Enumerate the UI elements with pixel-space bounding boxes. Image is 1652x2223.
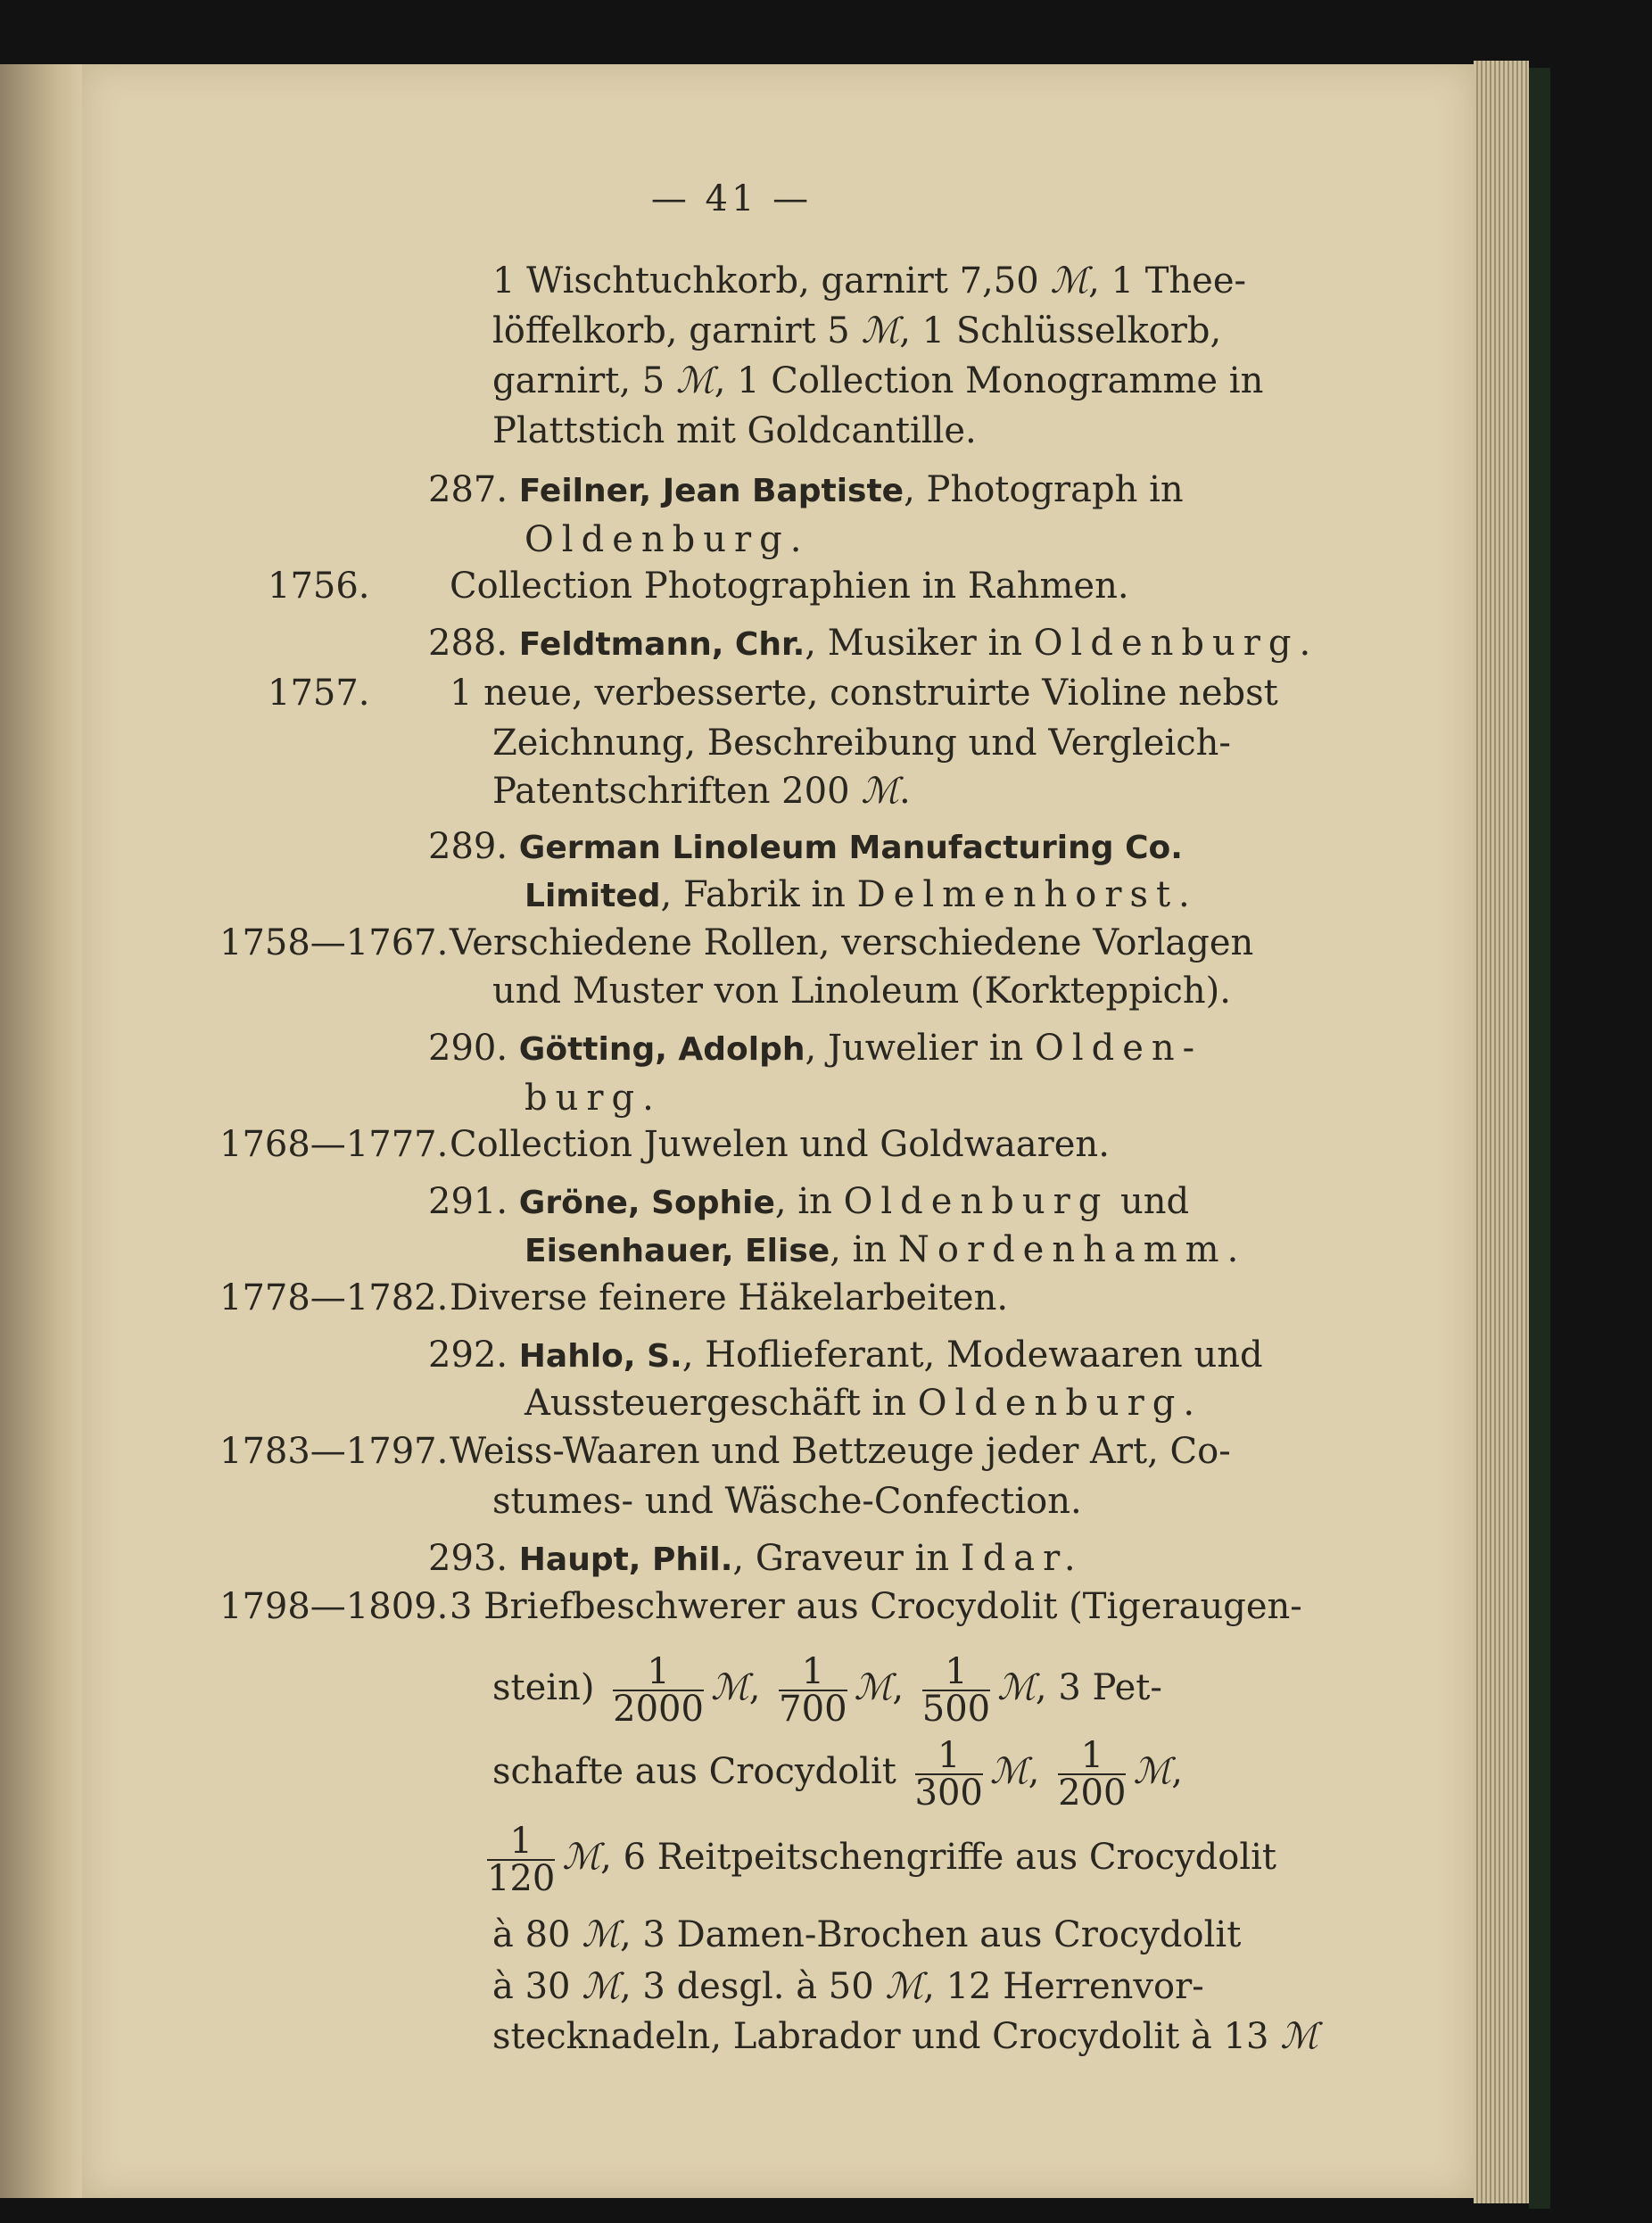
text-line: Patentschriften 200 ℳ. [492, 771, 911, 812]
fraction: $\frac{1}{120}$ [487, 1821, 556, 1899]
text-line: garnirt, 5 ℳ, 1 Collection Monogramme in [492, 360, 1264, 401]
mark-symbol: ℳ [675, 360, 714, 401]
catalog-number: 1756. [268, 566, 370, 607]
exhibitor-name: Gröne, Sophie [518, 1185, 775, 1221]
text-line: stumes- und Wäsche-Confection. [492, 1481, 1082, 1522]
fraction: $\frac{1}{300}$ [914, 1735, 983, 1814]
text-line: löffelkorb, garnirt 5 ℳ, 1 Schlüsselkorb, [492, 310, 1222, 351]
catalog-number: 1783—1797. [219, 1431, 449, 1472]
catalog-number: 1798—1809. [219, 1586, 449, 1627]
mark-symbol: ℳ [861, 771, 900, 812]
page-edges [1474, 61, 1529, 2203]
text-line: stein) $\frac{1}{2000}$ ℳ, $\frac{1}{700}$ ℳ, $\frac{1}{500}$ ℳ, 3 Pet- [492, 1651, 1162, 1730]
entry-heading: 291. Gröne, Sophie, in Oldenburg und [428, 1181, 1190, 1222]
text-line: Eisenhauer, Elise, in Nordenhamm. [525, 1229, 1247, 1270]
catalog-number: 1778—1782. [219, 1277, 449, 1318]
text-line: Zeichnung, Beschreibung und Vergleich- [492, 723, 1231, 764]
exhibitor-name: Feldtmann, Chr. [518, 626, 805, 663]
text-line: 1 neue, verbesserte, construirte Violine nebst [450, 673, 1278, 714]
entry-heading: 292. Hahlo, S., Hoflieferant, Modewaaren und [428, 1335, 1263, 1376]
text-line: Limited, Fabrik in Delmenhorst. [525, 874, 1198, 915]
exhibitor-name: Hahlo, S. [518, 1338, 682, 1375]
exhibitor-name: Limited [525, 878, 661, 914]
mark-symbol: ℳ [885, 1966, 924, 2007]
mark-symbol: ℳ [861, 310, 900, 351]
entry-heading: 290. Götting, Adolph, Juwelier in Olden- [428, 1028, 1203, 1069]
text-line: stecknadeln, Labrador und Crocydolit à 13 ℳ [492, 2016, 1318, 2057]
fraction: $\frac{1}{2000}$ [613, 1651, 704, 1730]
text-line: 1 Wischtuchkorb, garnirt 7,50 ℳ, 1 Thee- [492, 260, 1247, 302]
exhibitor-name: Götting, Adolph [518, 1031, 805, 1068]
mark-symbol: ℳ [854, 1667, 893, 1708]
scan-left-edge [0, 64, 82, 2198]
entry-heading: 289. German Linoleum Manufacturing Co. [428, 826, 1183, 867]
text-line: Aussteuergeschäft in Oldenburg. [525, 1383, 1203, 1424]
fraction: $\frac{1}{200}$ [1058, 1735, 1127, 1814]
mark-symbol: ℳ [1133, 1751, 1172, 1792]
fraction: $\frac{1}{500}$ [921, 1651, 991, 1730]
exhibitor-name: Eisenhauer, Elise [525, 1233, 830, 1269]
fraction: $\frac{1}{700}$ [779, 1651, 847, 1730]
text-line: 3 Briefbeschwerer aus Crocydolit (Tigeraugen- [450, 1586, 1302, 1627]
text-line: burg. [525, 1078, 662, 1119]
catalog-number: 1758—1767. [219, 922, 449, 963]
text-line: Plattstich mit Goldcantille. [492, 410, 977, 451]
page-number: — 41 — [650, 178, 813, 219]
mark-symbol: ℳ [989, 1751, 1028, 1792]
exhibitor-name: Feilner, Jean Baptiste [518, 473, 904, 509]
text-line: Oldenburg. [525, 519, 810, 560]
entry-heading: 288. Feldtmann, Chr., Musiker in Oldenburg. [428, 623, 1319, 664]
catalog-number: 1757. [268, 673, 370, 714]
text-line: à 80 ℳ, 3 Damen-Brochen aus Crocydolit [492, 1914, 1242, 1955]
mark-symbol: ℳ [997, 1667, 1036, 1708]
catalog-number: 1768—1777. [219, 1124, 449, 1165]
text-line: $\frac{1}{120}$ ℳ, 6 Reitpeitschengriffe aus Crocydolit [487, 1821, 1276, 1899]
text-line: schafte aus Crocydolit $\frac{1}{300}$ ℳ, $\frac{1}{200}$ ℳ, [492, 1735, 1183, 1814]
mark-symbol: ℳ [710, 1667, 749, 1708]
text-line: und Muster von Linoleum (Korkteppich). [492, 971, 1231, 1012]
text-line: Diverse feinere Häkelarbeiten. [450, 1277, 1009, 1318]
entry-heading: 293. Haupt, Phil., Graveur in Idar. [428, 1538, 1084, 1579]
exhibitor-name: Haupt, Phil. [518, 1541, 733, 1578]
entry-heading: 287. Feilner, Jean Baptiste, Photograph in [428, 469, 1184, 510]
mark-symbol: ℳ [582, 1914, 620, 1955]
mark-symbol: ℳ [1280, 2016, 1318, 2057]
text-line: à 30 ℳ, 3 desgl. à 50 ℳ, 12 Herrenvor- [492, 1966, 1204, 2007]
text-line: Verschiedene Rollen, verschiedene Vorlagen [450, 922, 1254, 963]
exhibitor-name: German Linoleum Manufacturing Co. [518, 830, 1183, 866]
mark-symbol: ℳ [562, 1837, 601, 1878]
book-binding [1529, 68, 1550, 2209]
mark-symbol: ℳ [1050, 260, 1089, 302]
text-line: Weiss-Waaren und Bettzeuge jeder Art, Co- [450, 1431, 1231, 1472]
text-line: Collection Photographien in Rahmen. [450, 566, 1129, 607]
mark-symbol: ℳ [582, 1966, 620, 2007]
text-line: Collection Juwelen und Goldwaaren. [450, 1124, 1110, 1165]
